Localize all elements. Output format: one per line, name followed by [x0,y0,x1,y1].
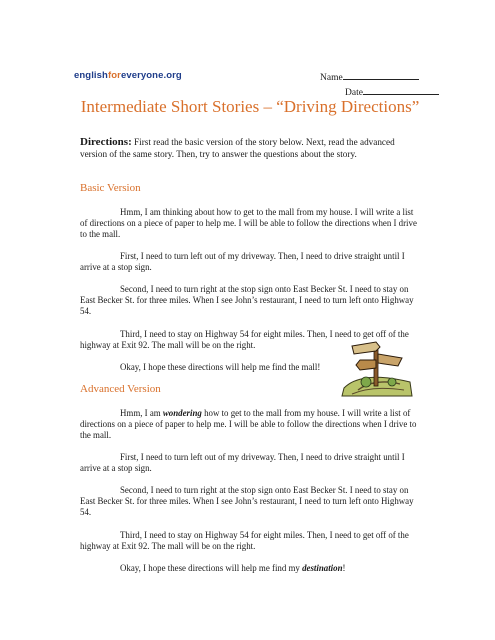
page-title: Intermediate Short Stories – “Driving Directions” [80,97,420,116]
advanced-paragraph-3: Second, I need to turn right at the stop sign onto East Becker St. I need to stay on East Becker St. for three miles. When I see John’s restaurant, I need to turn left onto Highway 54. [80,485,414,518]
logo-text-org: .org [163,70,182,81]
directions-text: First read the basic version of the story below. Next, read the advanced version of the same story. Then, try to answer the questions about the story. [80,137,395,159]
site-logo [74,70,182,81]
date-field-line[interactable] [363,85,439,95]
basic-version-heading: Basic Version [80,182,141,194]
advanced-paragraph-4: Third, I need to stay on Highway 54 for eight miles. Then, I need to get off of the highway at Exit 92. The mall will be on the right. [80,530,409,552]
name-field-line[interactable] [343,70,419,80]
basic-paragraph-5: Okay, I hope these directions will help me find the mall! [120,362,321,372]
logo-text-english: english [74,70,108,81]
advanced-p5-text-a: Okay, I hope these directions will help me find my [120,563,303,573]
advanced-p1-text-a: Hmm, I am [120,408,163,418]
logo-text-for: for [107,70,121,81]
signpost-illustration [338,338,416,398]
basic-paragraph-1: Hmm, I am thinking about how to get to the mall from my house. I will write a list of directions on a piece of paper to help me. I will be able to follow the directions when I drive to the mall. [80,207,417,240]
advanced-p5-emphasis: destination [302,563,343,573]
name-label: Name [320,73,343,83]
advanced-version-heading: Advanced Version [80,383,161,395]
advanced-p5-text-b: ! [342,563,346,573]
advanced-p1-text-b: how to get to the mall from my house. I will write a list of directions on a piece of paper to help me. I will be able to follow the directions when I drive to the mall. [80,408,417,441]
directions-label: Directions: [80,136,132,148]
advanced-paragraph-5 [80,563,422,574]
logo-text-everyone: everyone [120,70,164,81]
basic-paragraph-2: First, I need to turn left out of my driveway. Then, I need to drive straight until I arrive at a stop sign. [80,251,405,273]
basic-paragraph-3: Second, I need to turn right at the stop sign onto East Becker St. I need to stay on East Becker St. for three miles. When I see John’s restaurant, I need to turn left onto Highway 54. [80,284,414,317]
advanced-paragraph-2: First, I need to turn left out of my driveway. Then, I need to drive straight until I arrive at a stop sign. [80,452,405,474]
date-label: Date [345,88,363,98]
basic-paragraph-4: Third, I need to stay on Highway 54 for eight miles. Then, I need to get off of the highway at Exit 92. The mall will be on the right. [80,329,409,351]
name-date-block [320,70,439,100]
directions-block [80,137,420,160]
advanced-p1-emphasis: wondering [162,408,202,418]
advanced-paragraph-1 [80,408,422,442]
